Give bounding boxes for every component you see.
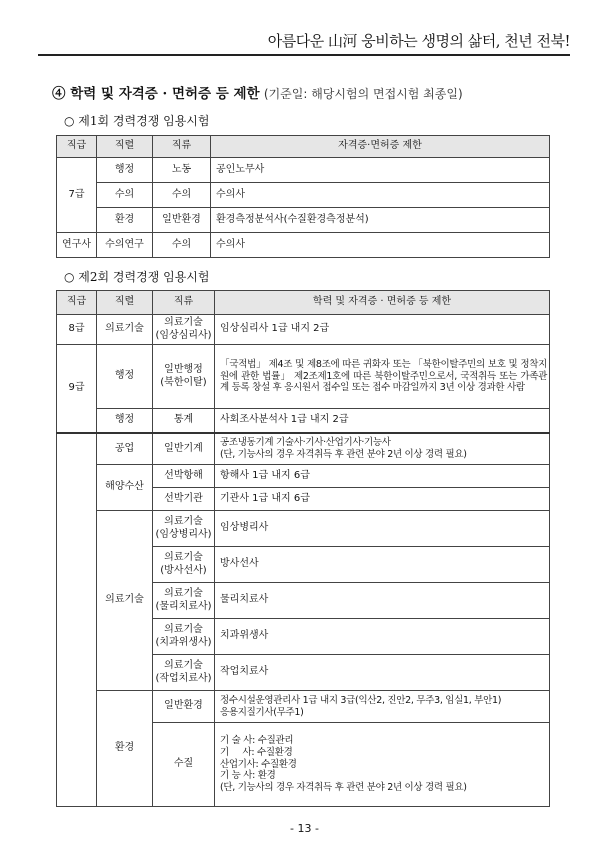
header-slogan: 아름다운 山河 웅비하는 생명의 삶터, 천년 전북! xyxy=(267,32,570,50)
type-cell: 수질 xyxy=(153,723,215,807)
limit-cell: 기 술 사: 수질관리 기 사: 수질환경 산업기사: 수질환경 기 능 사: 환경 (단, 기능사의 경우 자격취득 후 관련 분야 2년 이상 경력 필요) xyxy=(215,723,550,807)
grade-cell: 7급 xyxy=(57,158,97,233)
grade-cell: 연구사 xyxy=(57,233,97,258)
type-cell: 의료기술 (임상심리사) xyxy=(153,315,215,345)
limit-cell: 공인노무사 xyxy=(211,158,550,183)
col-grade: 직급 xyxy=(57,136,97,158)
limit-cell: 항해사 1급 내지 6급 xyxy=(215,465,550,488)
second-exam-heading: ○ 제2회 경력경쟁 임용시험 xyxy=(64,270,210,284)
col-series: 직렬 xyxy=(97,136,153,158)
col-limit: 자격증·면허증 제한 xyxy=(211,136,550,158)
section-title: ④ 학력 및 자격증 · 면허증 등 제한 xyxy=(52,86,260,102)
limit-cell: 공조냉동기계 기술사·기사·산업기사·기능사 (단, 기능사의 경우 자격취득 후 관련 분야 2년 이상 경력 필요) xyxy=(215,433,550,465)
section-subtitle: (기준일: 해당시험의 면접시험 최종일) xyxy=(263,87,463,101)
page-header xyxy=(38,8,570,56)
col-grade: 직급 xyxy=(57,291,97,315)
type-cell: 의료기술 (방사선사) xyxy=(153,547,215,583)
limit-cell: 수의사 xyxy=(211,183,550,208)
limit-cell: 「국적법」 제4조 및 제8조에 따른 귀화자 또는 「북한이탈주민의 보호 및 정착지원에 관한 법률」 제2조제1호에 따른 북한이탈주민으로서, 국적취득 또는 가족관계 등록 창설 후 응시원서 접수일 또는 접수 마감일까지 3년 이상 경과한 사람 xyxy=(215,345,550,409)
first-exam-table xyxy=(56,135,550,258)
limit-cell: 사회조사분석사 1급 내지 2급 xyxy=(215,409,550,433)
type-cell: 수의 xyxy=(153,233,211,258)
limit-cell: 방사선사 xyxy=(215,547,550,583)
limit-cell: 정수시설운영관리사 1급 내지 3급(익산2, 진안2, 무주3, 임실1, 부안1) 응용지질기사(무주1) xyxy=(215,691,550,723)
series-cell: 행정 xyxy=(97,345,153,409)
grade-cell: 8급 xyxy=(57,315,97,345)
type-cell: 의료기술 (치과위생사) xyxy=(153,619,215,655)
limit-cell: 치과위생사 xyxy=(215,619,550,655)
limit-cell: 임상병리사 xyxy=(215,511,550,547)
series-cell: 수의연구 xyxy=(97,233,153,258)
type-cell: 의료기술 (작업치료사) xyxy=(153,655,215,691)
second-exam-table xyxy=(56,290,550,807)
section-heading xyxy=(52,82,463,102)
col-type: 직류 xyxy=(153,291,215,315)
grade-cell: 9급 xyxy=(57,345,97,433)
type-cell: 수의 xyxy=(153,183,211,208)
grade-cell-empty xyxy=(57,433,97,807)
series-cell: 수의 xyxy=(97,183,153,208)
series-cell: 행정 xyxy=(97,409,153,433)
type-cell: 일반환경 xyxy=(153,208,211,233)
series-cell: 환경 xyxy=(97,691,153,807)
series-cell: 의료기술 xyxy=(97,315,153,345)
series-cell: 환경 xyxy=(97,208,153,233)
series-cell: 해양수산 xyxy=(97,465,153,511)
first-exam-heading: ○ 제1회 경력경쟁 임용시험 xyxy=(64,114,210,128)
type-cell: 선박항해 xyxy=(153,465,215,488)
limit-cell: 기관사 1급 내지 6급 xyxy=(215,488,550,511)
limit-cell: 환경측정분석사(수질환경측정분석) xyxy=(211,208,550,233)
limit-cell: 물리치료사 xyxy=(215,583,550,619)
series-cell: 의료기술 xyxy=(97,511,153,691)
type-cell: 선박기관 xyxy=(153,488,215,511)
type-cell: 일반환경 xyxy=(153,691,215,723)
series-cell: 공업 xyxy=(97,433,153,465)
col-type: 직류 xyxy=(153,136,211,158)
limit-cell: 작업치료사 xyxy=(215,655,550,691)
type-cell: 일반행정 (북한이탈) xyxy=(153,345,215,409)
type-cell: 의료기술 (임상병리사) xyxy=(153,511,215,547)
col-series: 직렬 xyxy=(97,291,153,315)
page-number: - 13 - xyxy=(290,822,319,835)
limit-cell: 수의사 xyxy=(211,233,550,258)
col-limit: 학력 및 자격증 · 면허증 등 제한 xyxy=(215,291,550,315)
limit-cell: 임상심리사 1급 내지 2급 xyxy=(215,315,550,345)
type-cell: 의료기술 (물리치료사) xyxy=(153,583,215,619)
series-cell: 행정 xyxy=(97,158,153,183)
type-cell: 노동 xyxy=(153,158,211,183)
type-cell: 일반기계 xyxy=(153,433,215,465)
type-cell: 통계 xyxy=(153,409,215,433)
